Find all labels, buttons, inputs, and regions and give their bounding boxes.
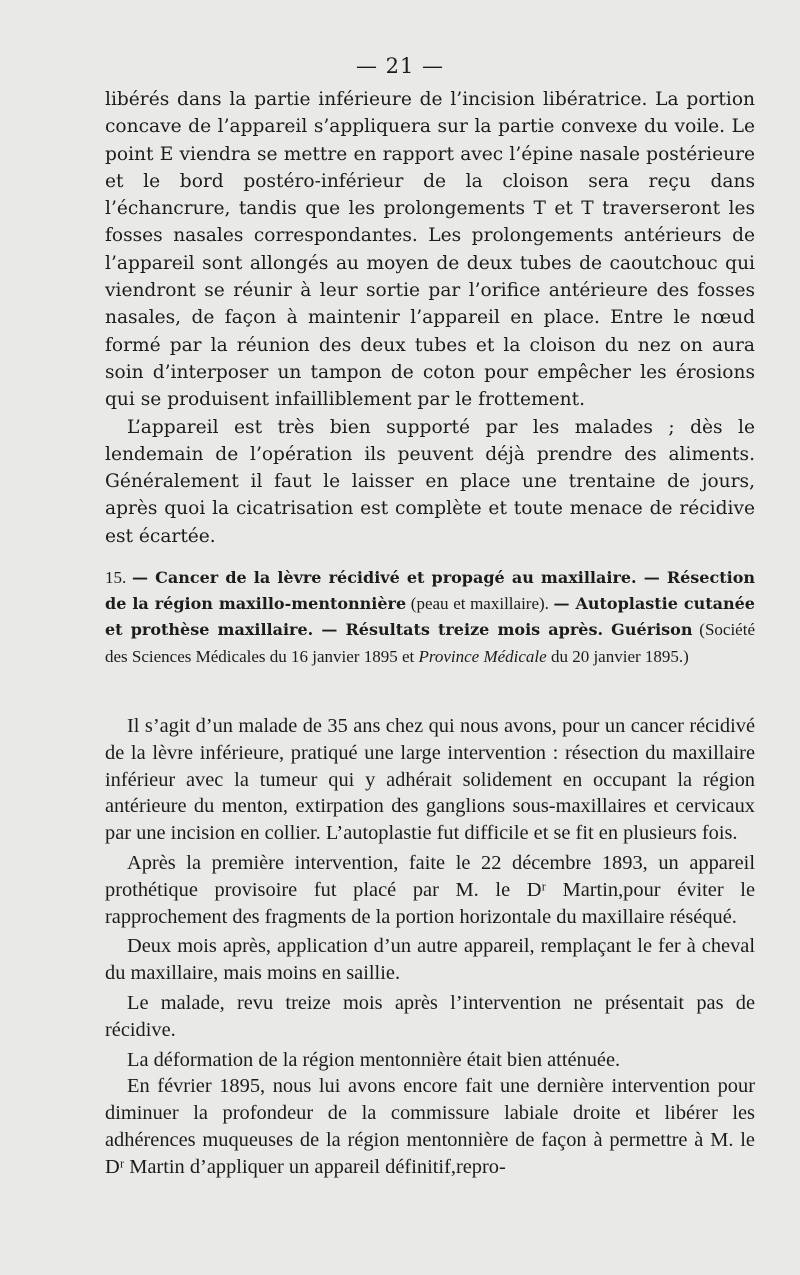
paragraph-first-intervention: Après la première intervention, faite le 22 décembre 1893, un appareil prothétique provisoire fut placé par M. le Dʳ Martin,pour éviter le rapprochement des fragments de la portion horizontale du maxillaire réséqué. <box>105 851 755 928</box>
paragraph-continuation: libérés dans la partie inférieure de l’incision libératrice. La portion concave de l’appareil s’appliquera sur la partie convexe du voile. Le point E viendra se mettre en rapport avec l’épine nasale postérieure et le bord postéro-inférieur de la cloison sera reçu dans l’échancrure, tandis que les prolongements T et T traverseront les fosses nasales correspondantes. Les prolongements antérieurs de l’appareil sont allongés au moyen de deux tubes de caoutchouc qui viendront se réunir à leur sortie par l’orifice antérieure des fosses nasales, de façon à maintenir l’appareil en place. Entre le nœud formé par la réunion des deux tubes et la cloison du nez on aura soin d’interposer un tampon de coton pour empêcher les érosions qui se produisent infailliblement par le frottement. <box>105 89 755 411</box>
case-source-2: du 20 janvier 1895.) <box>546 646 689 666</box>
paragraph-follow-up: Le malade, revu treize mois après l’intervention ne présentait pas de récidive. <box>105 991 755 1041</box>
case-source-1: (Société des Sciences Médicales du 16 janvier 1895 et <box>105 620 756 666</box>
case-title-part-1: — Cancer de la lèvre récidivé et propagé au maxillaire. — Résection de la région maxillo-mentonnière <box>105 568 755 614</box>
paragraph-second-device: Deux mois après, application d’un autre appareil, remplaçant le fer à cheval du maxillaire, mais moins en saillie. <box>105 935 755 985</box>
case-heading <box>105 565 755 670</box>
paragraph-tolerance: L’appareil est très bien supporté par les malades ; dès le lendemain de l’opération ils peuvent déjà prendre des aliments. Généralement il faut le laisser en place une trentaine de jours, après quoi la cicatrisation est complète et toute menace de récidive est écartée. <box>105 416 755 547</box>
bottom-text-block <box>105 713 755 1181</box>
case-source-journal: Province Médicale <box>418 646 547 666</box>
case-title-part-2: — Autoplastie cutanée et prothèse maxillaire. — Résultats treize mois après. Guérison <box>105 594 755 640</box>
paragraph-deformation: La déformation de la région mentonnière était bien atténuée. <box>127 1048 621 1071</box>
case-number: 15. <box>105 568 127 587</box>
case-title-plain-1: (peau et maxillaire). <box>406 594 554 614</box>
paragraph-case-intro: Il s’agit d’un malade de 35 ans chez qui nous avons, pour un cancer récidivé de la lèvre inférieure, pratiqué une large intervention : résection du maxillaire inférieur avec la tumeur qui y adhérait solidement en occupant la région antérieure du menton, extirpation des ganglions sous-maxillaires et cervicaux par une incision en collier. L’autoplastie fut difficile et se fit en plusieurs fois. <box>105 715 755 845</box>
paragraph-last-intervention: En février 1895, nous lui avons encore fait une dernière intervention pour diminuer la profondeur de la commissure labiale droite et libérer les adhérences muqueuses de la région mentonnière de façon à permettre à M. le Dʳ Martin d’appliquer un appareil définitif,repro- <box>105 1075 755 1178</box>
top-text-block <box>105 86 755 550</box>
page-number: — 21 — <box>355 54 445 78</box>
